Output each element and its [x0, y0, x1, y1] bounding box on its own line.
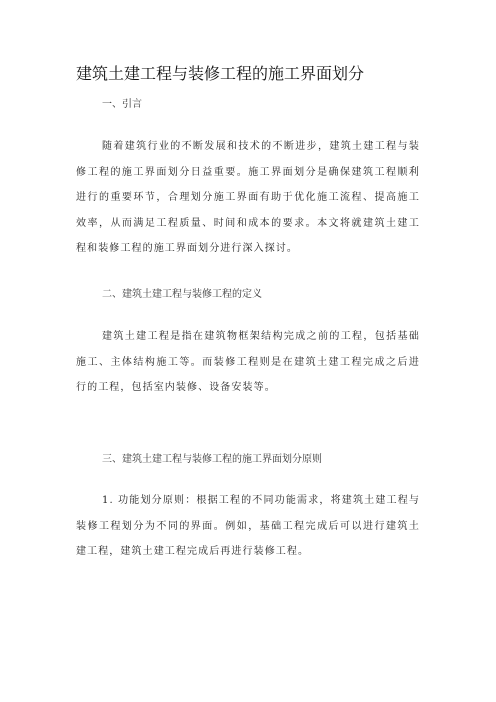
section-paragraph-definitions: 建筑土建工程是指在建筑物框架结构完成之前的工程，包括基础施工、主体结构施工等。而装修工程则是在建筑土建工程完成之后进行的工程，包括室内装修、设备安装等。 [76, 331, 420, 393]
section-heading-principles: 三、建筑土建工程与装修工程的施工界面划分原则 [102, 454, 322, 465]
section-heading-introduction: 一、引言 [102, 99, 142, 110]
section-paragraph-principles: 1. 功能划分原则：根据工程的不同功能需求，将建筑土建工程与装修工程划分为不同的界面。例如，基础工程完成后可以进行建筑土建工程，建筑土建工程完成后再进行装修工程。 [76, 495, 420, 557]
section-heading-definitions: 二、建筑土建工程与装修工程的定义 [102, 289, 262, 300]
section-paragraph-introduction: 随着建筑行业的不断发展和技术的不断进步，建筑土建工程与装修工程的施工界面划分日益重要。施工界面划分是确保建筑工程顺利进行的重要环节，合理划分施工界面有助于优化施工流程、提高施工效率，从而满足工程质量、时间和成本的要求。本文将就建筑土建工程和装修工程的施工界面划分进行深入探讨。 [76, 141, 420, 254]
document-title: 建筑土建工程与装修工程的施工界面划分 [76, 64, 365, 83]
